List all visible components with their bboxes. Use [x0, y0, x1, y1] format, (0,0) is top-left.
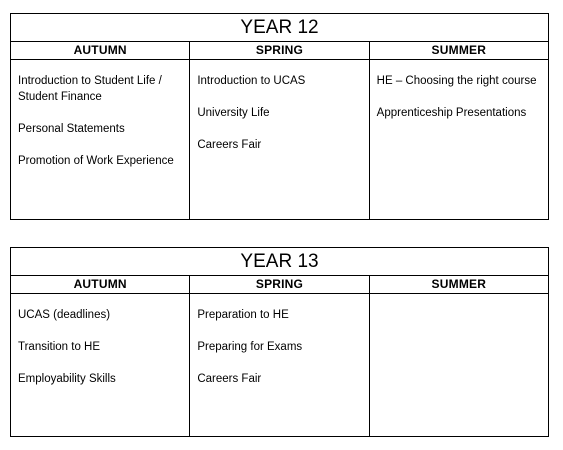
list-item: Personal Statements: [18, 123, 125, 135]
list-item: Careers Fair: [197, 139, 262, 151]
list-item: Preparation to HE: [197, 309, 289, 321]
year-12-title: YEAR 12: [11, 14, 548, 42]
list-item: Preparing for Exams: [197, 341, 303, 353]
list-item: Promotion of Work Experience: [18, 155, 174, 167]
year-12-spring-heading: SPRING: [189, 42, 368, 59]
year-12-autumn-cell: [11, 60, 189, 219]
year-13-title: YEAR 13: [11, 248, 548, 276]
year-12-summer-heading: SUMMER: [369, 42, 548, 59]
list-item: Introduction to Student Life / Student Finance: [18, 75, 162, 103]
year-13-body-row: [11, 294, 548, 436]
year-13-table: [10, 247, 549, 437]
list-item: Employability Skills: [18, 373, 116, 385]
year-12-table: [10, 13, 549, 220]
list-item: UCAS (deadlines): [18, 309, 111, 321]
year-13-summer-heading: SUMMER: [369, 276, 548, 293]
year-13-header-row: [11, 276, 548, 294]
list-item: HE – Choosing the right course: [376, 75, 537, 87]
year-12-body-row: [11, 60, 548, 219]
year-12-autumn-heading: AUTUMN: [73, 43, 127, 57]
year-12-summer-cell: [369, 60, 548, 219]
year-12-header-row: [11, 42, 548, 60]
year-13-summer-cell: [369, 294, 548, 436]
year-13-autumn-cell: [11, 294, 189, 436]
list-item: Transition to HE: [18, 341, 101, 353]
list-item: Careers Fair: [197, 373, 262, 385]
list-item: University Life: [197, 107, 270, 119]
list-item: Apprenticeship Presentations: [376, 107, 527, 119]
year-13-autumn-heading: AUTUMN: [73, 277, 127, 291]
year-12-spring-cell: [189, 60, 368, 219]
list-item: Introduction to UCAS: [197, 75, 306, 87]
year-13-spring-heading: SPRING: [189, 276, 368, 293]
year-13-spring-cell: [189, 294, 368, 436]
